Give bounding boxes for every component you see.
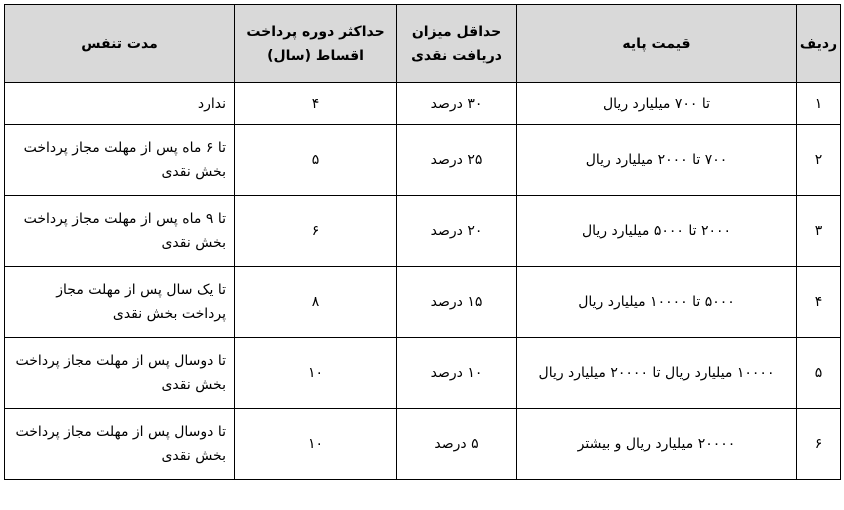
cell-base-price: ۲۰۰۰ تا ۵۰۰۰ میلیارد ریال bbox=[517, 196, 797, 267]
cell-min-cash: ۱۵ درصد bbox=[397, 267, 517, 338]
cell-min-cash: ۲۰ درصد bbox=[397, 196, 517, 267]
cell-grace-period: ندارد bbox=[5, 83, 235, 125]
payment-terms-table bbox=[4, 4, 841, 480]
cell-radif: ۵ bbox=[797, 338, 841, 409]
payment-terms-table-container bbox=[4, 4, 840, 507]
header-grace-period: مدت تنفس bbox=[5, 5, 235, 83]
cell-radif: ۲ bbox=[797, 125, 841, 196]
cell-base-price: ۵۰۰۰ تا ۱۰۰۰۰ میلیارد ریال bbox=[517, 267, 797, 338]
cell-max-installment: ۴ bbox=[235, 83, 397, 125]
cell-grace-period: تا دوسال پس از مهلت مجاز پرداخت بخش نقدی bbox=[5, 338, 235, 409]
cell-max-installment: ۵ bbox=[235, 125, 397, 196]
cell-max-installment: ۱۰ bbox=[235, 409, 397, 480]
table-row bbox=[5, 409, 841, 480]
table-row bbox=[5, 125, 841, 196]
cell-grace-period: تا دوسال پس از مهلت مجاز پرداخت بخش نقدی bbox=[5, 409, 235, 480]
header-base-price: قیمت پایه bbox=[517, 5, 797, 83]
table-row bbox=[5, 338, 841, 409]
cell-base-price: ۱۰۰۰۰ میلیارد ریال تا ۲۰۰۰۰ میلیارد ریال bbox=[517, 338, 797, 409]
header-max-installment: حداکثر دوره پرداخت اقساط (سال) bbox=[235, 5, 397, 83]
cell-base-price: ۲۰۰۰۰ میلیارد ریال و بیشتر bbox=[517, 409, 797, 480]
cell-max-installment: ۱۰ bbox=[235, 338, 397, 409]
cell-max-installment: ۶ bbox=[235, 196, 397, 267]
cell-radif: ۳ bbox=[797, 196, 841, 267]
cell-grace-period: تا ۶ ماه پس از مهلت مجاز پرداخت بخش نقدی bbox=[5, 125, 235, 196]
cell-min-cash: ۱۰ درصد bbox=[397, 338, 517, 409]
cell-grace-period: تا یک سال پس از مهلت مجاز پرداخت بخش نقدی bbox=[5, 267, 235, 338]
cell-base-price: ۷۰۰ تا ۲۰۰۰ میلیارد ریال bbox=[517, 125, 797, 196]
cell-min-cash: ۲۵ درصد bbox=[397, 125, 517, 196]
cell-min-cash: ۳۰ درصد bbox=[397, 83, 517, 125]
table-row bbox=[5, 196, 841, 267]
table-row bbox=[5, 267, 841, 338]
cell-radif: ۶ bbox=[797, 409, 841, 480]
table-row bbox=[5, 83, 841, 125]
cell-grace-period: تا ۹ ماه پس از مهلت مجاز پرداخت بخش نقدی bbox=[5, 196, 235, 267]
header-radif: ردیف bbox=[797, 5, 841, 83]
table-header-row bbox=[5, 5, 841, 83]
header-min-cash: حداقل میزان دریافت نقدی bbox=[397, 5, 517, 83]
cell-min-cash: ۵ درصد bbox=[397, 409, 517, 480]
cell-radif: ۴ bbox=[797, 267, 841, 338]
cell-base-price: تا ۷۰۰ میلیارد ریال bbox=[517, 83, 797, 125]
cell-max-installment: ۸ bbox=[235, 267, 397, 338]
cell-radif: ۱ bbox=[797, 83, 841, 125]
